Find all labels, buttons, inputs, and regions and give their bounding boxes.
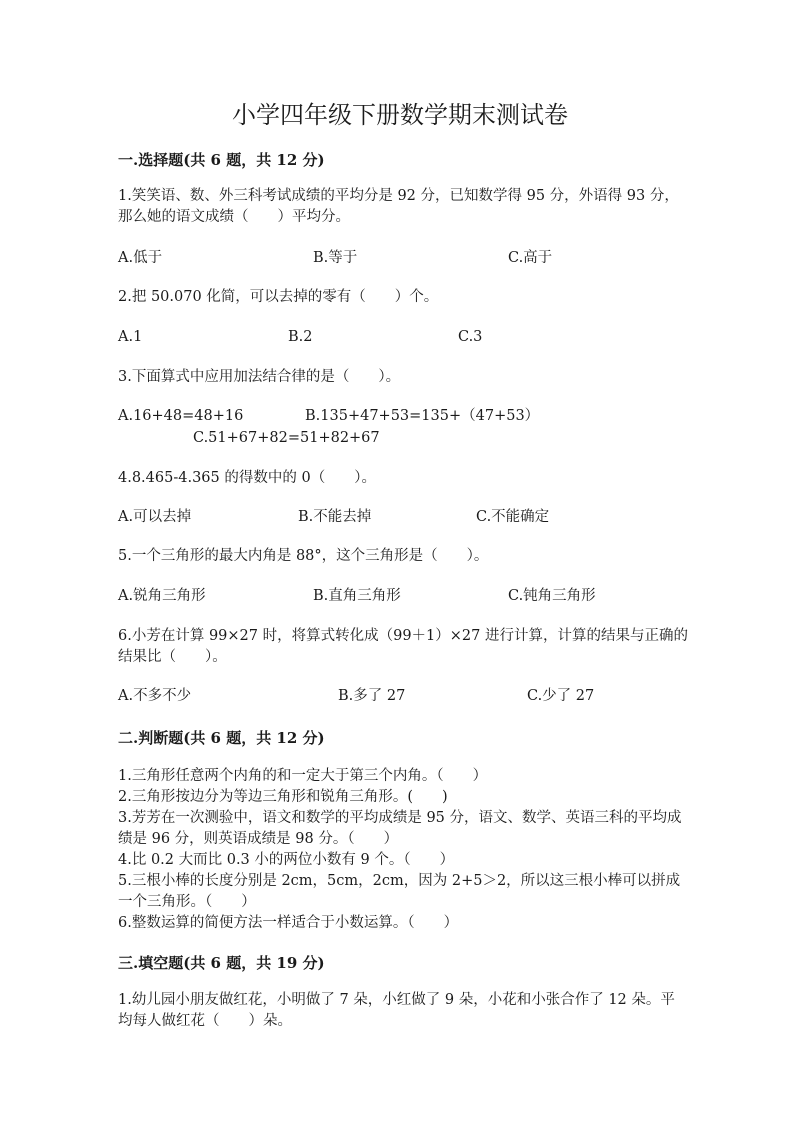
option-b: B.直角三角形 xyxy=(313,588,401,604)
judge-item: 5.三根小棒的长度分别是 2cm，5cm，2cm，因为 2+5＞2，所以这三根小棒可以拼成一个三角形。（ ） xyxy=(118,873,681,910)
page-title: 小学四年级下册数学期末测试卷 xyxy=(232,101,568,129)
question-stem: 5.一个三角形的最大内角是 88°，这个三角形是（ ）。 xyxy=(118,548,489,564)
option-b: B.多了 27 xyxy=(338,688,406,704)
option-b: B.135+47+53=135+（47+53） xyxy=(305,408,540,424)
judge-item: 2.三角形按边分为等边三角形和锐角三角形。( ) xyxy=(118,789,448,805)
question-stem: 1.幼儿园小朋友做红花，小明做了 7 朵，小红做了 9 朵，小花和小张合作了 12 朵。平均每人做红花（ ）朵。 xyxy=(118,992,675,1029)
question-stem: 1.笑笑语、数、外三科考试成绩的平均分是 92 分，已知数学得 95 分，外语得 93 分，那么她的语文成绩（ ）平均分。 xyxy=(118,188,679,225)
option-a: A.低于 xyxy=(118,250,163,266)
section-heading-choice: 一.选择题(共 6 题，共 12 分) xyxy=(118,151,325,169)
option-a: A.16+48=48+16 xyxy=(118,408,244,424)
judge-item: 6.整数运算的简便方法一样适合于小数运算。（ ） xyxy=(118,915,459,931)
option-c: C.3 xyxy=(458,329,483,345)
option-a: A.不多不少 xyxy=(118,688,192,704)
option-c: C.51+67+82=51+82+67 xyxy=(193,430,380,446)
option-b: B.等于 xyxy=(313,250,358,266)
option-c: C.高于 xyxy=(508,250,553,266)
question-stem: 3.下面算式中应用加法结合律的是（ ）。 xyxy=(118,369,401,385)
section-heading-fill: 三.填空题(共 6 题，共 19 分) xyxy=(118,954,325,972)
option-c: C.钝角三角形 xyxy=(508,588,596,604)
judge-item: 1.三角形任意两个内角的和一定大于第三个内角。（ ） xyxy=(118,768,488,784)
section-heading-judge: 二.判断题(共 6 题，共 12 分) xyxy=(118,729,325,747)
judge-list xyxy=(118,766,688,934)
option-a: A.可以去掉 xyxy=(118,509,192,525)
option-b: B.2 xyxy=(288,329,313,345)
option-a: A.锐角三角形 xyxy=(118,588,206,604)
question-stem: 4.8.465-4.365 的得数中的 0（ ）。 xyxy=(118,470,376,486)
option-b: B.不能去掉 xyxy=(298,509,372,525)
question-stem: 2.把 50.070 化简，可以去掉的零有（ ）个。 xyxy=(118,289,439,305)
question-stem: 6.小芳在计算 99×27 时，将算式转化成（99＋1）×27 进行计算，计算的结果与正确的结果比（ ）。 xyxy=(118,628,688,665)
option-c: C.不能确定 xyxy=(476,509,550,525)
judge-item: 4.比 0.2 大而比 0.3 小的两位小数有 9 个。（ ） xyxy=(118,852,455,868)
option-c: C.少了 27 xyxy=(527,688,595,704)
judge-item: 3.芳芳在一次测验中，语文和数学的平均成绩是 95 分，语文、数学、英语三科的平均成绩是 96 分，则英语成绩是 98 分。（ ） xyxy=(118,810,682,847)
option-a: A.1 xyxy=(118,329,143,345)
